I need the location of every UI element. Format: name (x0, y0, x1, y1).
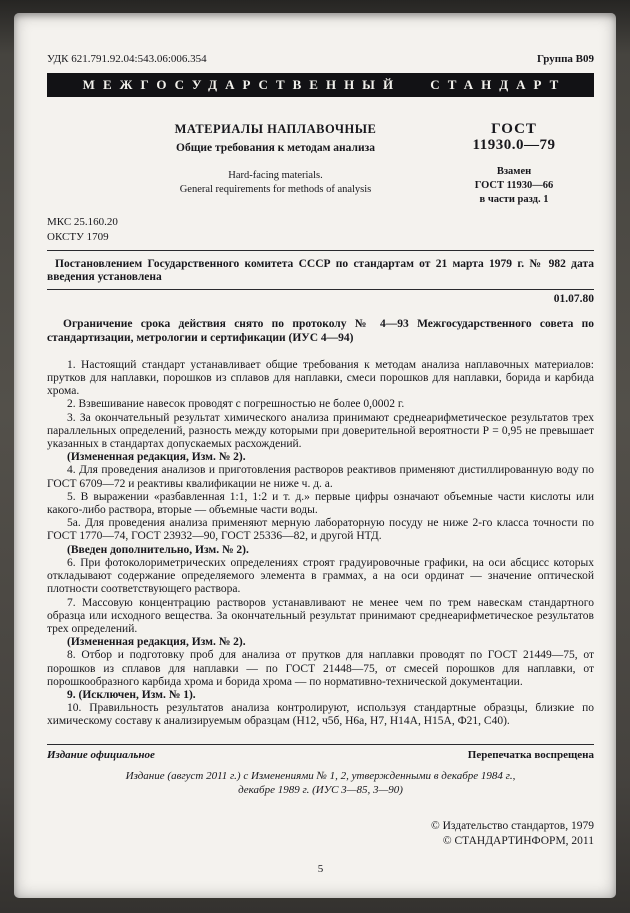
copyright-line-1: © Издательство стандартов, 1979 (430, 820, 594, 833)
reprint-prohibited-label: Перепечатка воспрещена (467, 748, 594, 761)
replaces-standard: ГОСТ 11930—66 (474, 180, 554, 192)
amendment-note-1: (Измененная редакция, Изм. № 2). (67, 451, 246, 464)
limitation-note: Ограничение срока действия снято по протоколу № 4—93 Межгосударственного совета по стандартизации, метрологии и сертификации (ИУС 4—94) (47, 318, 594, 344)
paragraph-4: 4. Для проведения анализов и приготовления растворов реактивов применяют дистиллированную воду по ГОСТ 6709—72 и реактивы квалификации не ниже ч. д. а. (47, 464, 594, 490)
subtitle-ru: Общие требования к методам анализа (176, 141, 375, 154)
paragraph-5a: 5а. Для проведения анализа применяют мерную лабораторную посуду не ниже 2-го класса точности по ГОСТ 1770—74, ГОСТ 23932—90, ГОСТ 25336—82, и другой НТД. (47, 517, 594, 543)
paragraph-8: 8. Отбор и подготовку проб для анализа от прутков для наплавки проводят по ГОСТ 21449—75, от порошков из сплавов для наплавки — по ГОСТ 21448—75, от смесей порошков для наплавки, от порошкообразного карбида хрома и борида хрома — по нормативно-технической документации. (47, 649, 594, 688)
paragraph-1: 1. Настоящий стандарт устанавливает общие требования к методам анализа наплавочных материалов: прутков для наплавки, порошков из сплавов для наплавки, смеси порошков для наплавки, борида и карбида хрома. (47, 358, 594, 398)
mks-code: МКС 25.160.20 (47, 216, 118, 229)
paragraph-5: 5. В выражении «разбавленная 1:1, 1:2 и т. д.» первые цифры означают объемные части кислоты или какого-либо раствора, вторые — объемные части воды. (47, 490, 594, 517)
classification-codes (47, 216, 594, 243)
gost-number: 11930.0—79 (472, 136, 556, 153)
amendment-note-2: (Введен дополнительно, Изм. № 2). (67, 543, 249, 556)
document-body (47, 359, 594, 729)
paragraph-6: 6. При фотоколориметрических определениях строят градуировочные графики, на оси абсцисс которых откладывают содержание определяемого элемента в граммах, а на оси ординат — значение оптической плотности соответствующего раствора. (47, 556, 594, 596)
amendment-note-3: (Измененная редакция, Изм. № 2). (67, 636, 246, 649)
edition-note-line-1: Издание (август 2011 г.) с Изменениями № 1, 2, утвержденными в декабре 1984 г., (125, 769, 516, 782)
page-number: 5 (317, 863, 324, 876)
okstu-code: ОКСТУ 1709 (47, 230, 109, 243)
paragraph-2: 2. Взвешивание навесок проводят с погрешностью не более 0,0002 г. (67, 398, 405, 411)
designation-column (434, 123, 594, 206)
official-edition-label: Издание официальное (47, 748, 155, 761)
replaces-scope: в части разд. 1 (479, 194, 549, 206)
udk-code: УДК 621.791.92.04:543.06:006.354 (47, 53, 207, 65)
subtitle-en: General requirements for methods of analysis (179, 184, 372, 196)
copyright-block (47, 819, 594, 849)
paragraph-3: 3. За окончательный результат химического анализа принимают среднеарифметическое результатов трех параллельных определений, разность между которыми при доверительной вероятности Р = 0,95 не превышает указанных в стандартах допускаемых расхождений. (47, 411, 594, 451)
paragraph-9-excluded: 9. (Исключен, Изм. № 1). (67, 688, 196, 701)
title-en: Hard-facing materials. (228, 169, 323, 181)
top-codes-row (47, 53, 594, 66)
divider-date (47, 289, 594, 290)
edition-note (47, 770, 594, 797)
paragraph-10: 10. Правильность результатов анализа контролируют, используя стандартные образцы, близкие по химическому составу к анализируемым образцам (Н12, ч5б, Н6а, Н7, Н14А, Н15А, Ф21, С40). (47, 702, 594, 728)
title-column (47, 123, 434, 206)
divider-footer (47, 744, 594, 745)
footer-notice-row (47, 749, 594, 762)
paragraph-7: 7. Массовую концентрацию растворов устанавливают не менее чем по трем навескам стандартного образца или исходного вещества. За окончательный результат принимают среднеарифметическое результатов трех определений. (47, 596, 594, 635)
divider-top (47, 250, 594, 251)
effective-date: 01.07.80 (553, 293, 594, 306)
edition-note-line-2: декабре 1989 г. (ИУС 3—85, 3—90) (238, 783, 403, 796)
standard-type-banner: МЕЖГОСУДАРСТВЕННЫЙ СТАНДАРТ (47, 73, 594, 97)
copyright-line-2: © СТАНДАРТИНФОРМ, 2011 (442, 835, 594, 848)
replaces-label: Взамен (496, 165, 532, 177)
title-block (47, 123, 594, 206)
gost-label: ГОСТ (491, 121, 537, 138)
group-code: Группа В09 (536, 53, 594, 65)
document-page (14, 13, 616, 898)
decree-text: Постановлением Государственного комитета СССР по стандартам от 21 марта 1979 г. № 982 дата введения установлена (47, 257, 594, 284)
title-ru: МАТЕРИАЛЫ НАПЛАВОЧНЫЕ (174, 122, 377, 137)
